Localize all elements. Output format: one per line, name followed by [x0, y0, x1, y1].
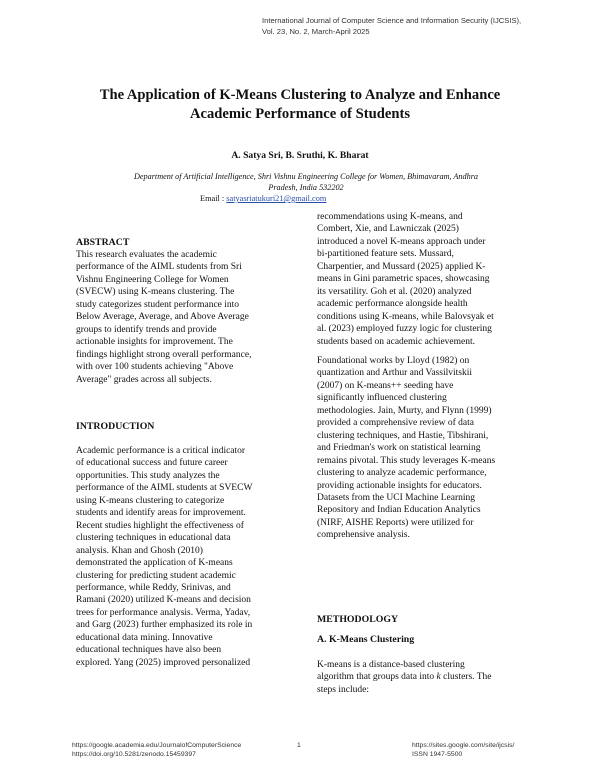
paragraph-1-line: students based on academic achievement. [317, 336, 476, 347]
journal-volume: Vol. 23, No. 2, March-April 2025 [262, 26, 370, 36]
author-list: A. Satya Sri, B. Sruthi, K. Bharat [231, 150, 369, 161]
abstract-line: (SVECW) using K-means clustering. The [76, 287, 235, 298]
email-link[interactable]: satyasriatukuri21@gmail.com [226, 194, 327, 203]
introduction-line: Academic performance is a critical indicator [76, 446, 246, 456]
page-number: 1 [297, 742, 301, 749]
paragraph-2-line: significantly influenced clustering [317, 393, 447, 404]
email-line [200, 194, 520, 203]
kmeans-variable-k: k [436, 672, 441, 683]
introduction-body [76, 445, 286, 669]
footer-doi-link[interactable]: https://doi.org/10.5281/zenodo.15459397 [72, 751, 196, 758]
paragraph-1-line: bi-partitioned feature sets. Mussard, [317, 249, 454, 260]
footer-issn: ISSN 1947-5500 [412, 751, 463, 758]
introduction-line: and Garg (2023) further emphasized its role in [76, 620, 253, 631]
paragraph-2-line: Repository and Indian Education Analytics [317, 505, 481, 516]
introduction-line: analysis. Khan and Ghosh (2010) [76, 545, 203, 556]
paragraph-2-line: comprehensive analysis. [317, 530, 410, 541]
paragraph-2-line: quantization and Arthur and Vassilvitskii [317, 368, 472, 379]
abstract-line: findings highlight strong overall performance, [76, 349, 252, 360]
introduction-line: students and identify areas for improvement. [76, 508, 246, 519]
paragraph-1-line: means in Gini parametric spaces, showcasing [317, 274, 490, 285]
kmeans-line-3: steps include: [317, 684, 369, 695]
paragraph-2-line: provided a comprehensive review of data [317, 418, 474, 429]
paragraph-2-line: Foundational works by Lloyd (1982) on [317, 356, 470, 366]
paragraph-1-line: introduced a novel K-means approach under [317, 236, 486, 247]
footer-academia-link[interactable]: https://google.academia.edu/JournalofComputerScience [72, 742, 242, 749]
introduction-line: Recent studies highlight the effectiveness of [76, 520, 244, 531]
journal-name: International Journal of Computer Science and Information Security (IJCSIS), [262, 16, 522, 25]
abstract-line: Below Average, Average, and Above Average [76, 312, 249, 323]
abstract-section [76, 237, 286, 386]
abstract-line: Average" grades across all subjects. [76, 374, 212, 385]
introduction-line: clustering techniques in educational data [76, 533, 231, 544]
introduction-line: educational techniques have also been [76, 645, 222, 656]
paragraph-2-line: (NIRF, AISHE Reports) were utilized for [317, 517, 474, 528]
paragraph-2-line: and Friedman's work on statistical learning [317, 443, 481, 454]
paragraph-2-line: (2007) on K-means++ seeding have [317, 380, 454, 391]
abstract-line: with over 100 students achieving "Above [76, 362, 234, 373]
literature-paragraph-1 [317, 211, 531, 348]
email-label: Email : [200, 194, 227, 203]
paragraph-2-line: clustering techniques, and Hastie, Tibshirani, [317, 430, 489, 441]
kmeans-paragraph [317, 659, 531, 696]
introduction-line: opportunities. This study analyzes the [76, 470, 220, 481]
abstract-line: groups to identify trends and provide [76, 324, 217, 335]
abstract-body [76, 249, 286, 386]
paragraph-2-line: Datasets from the UCI Machine Learning [317, 492, 476, 503]
affiliation [128, 171, 484, 193]
journal-header [262, 16, 582, 37]
paragraph-2-line: providing actionable insights for educators. [317, 480, 482, 491]
introduction-line: explored. Yang (2025) improved personalized [76, 657, 251, 668]
paragraph-2-line: remains pivotal. This study leverages K-means [317, 455, 496, 466]
paragraph-1-line: its versatility. Goh et al. (2020) analyzed [317, 286, 472, 297]
kmeans-line-2 [317, 671, 531, 683]
introduction-line: educational data mining. Innovative [76, 632, 213, 643]
paragraph-2-body [317, 355, 531, 542]
introduction-line: performance, while Reddy, Srinivas, and [76, 582, 231, 593]
kmeans-subheading: A. K-Means Clustering [317, 634, 415, 645]
kmeans-line-1: K-means is a distance-based clustering [317, 660, 465, 670]
paragraph-1-line: recommendations using K-means, and [317, 212, 463, 222]
abstract-heading: ABSTRACT [76, 237, 130, 248]
abstract-line: performance of the AIML students from Sri [76, 262, 242, 273]
affiliation-line-1: Department of Artificial Intelligence, Shri Vishnu Engineering College for Women, Bhimavaram, Andhra [134, 172, 478, 181]
methodology-heading: METHODOLOGY [317, 614, 399, 625]
introduction-line: clustering for predicting student academic [76, 570, 236, 581]
introduction-line: Ramani (2020) utilized K-means and decision [76, 595, 251, 606]
abstract-line: study categorizes student performance into [76, 299, 240, 310]
kmeans-line-2-end: clusters. The [440, 672, 492, 683]
abstract-line: This research evaluates the academic [76, 250, 217, 260]
paragraph-1-line: Charpentier, and Mussard (2025) applied K- [317, 261, 486, 272]
abstract-line: Vishnu Engineering College for Women [76, 274, 229, 285]
kmeans-line-2-text: algorithm that groups data into [317, 672, 437, 683]
introduction-line: of educational success and future career [76, 458, 228, 469]
introduction-line: demonstrated the application of K-means [76, 558, 233, 569]
introduction-line: performance of the AIML students at SVECW [76, 483, 253, 494]
paragraph-1-line: al. (2023) employed fuzzy logic for clustering [317, 324, 492, 335]
paragraph-2-line: clustering to analyze academic performance, [317, 468, 487, 479]
paper-title [60, 86, 540, 123]
introduction-heading: INTRODUCTION [76, 421, 155, 432]
paragraph-1-line: academic performance alongside health [317, 299, 468, 310]
introduction-line: trees for performance analysis. Verma, Yadav, [76, 607, 251, 618]
footer-site-link[interactable]: https://sites.google.com/site/ijcsis/ [412, 742, 515, 749]
title-line-2: Academic Performance of Students [189, 105, 411, 122]
abstract-line: actionable insights for improvement. The [76, 337, 233, 348]
affiliation-line-2: Pradesh, India 532202 [268, 183, 344, 192]
paragraph-1-body [317, 211, 531, 348]
paragraph-1-line: conditions using K-means, while Balovsyak et [317, 311, 494, 322]
paragraph-1-line: Combert, Xie, and Lawniczak (2025) [317, 224, 459, 235]
footer-left [72, 741, 241, 759]
literature-paragraph-2 [317, 355, 531, 542]
introduction-line: using K-means clustering to categorize [76, 495, 225, 506]
title-line-1: The Application of K-Means Clustering to Analyze and Enhance [99, 87, 501, 103]
footer-right [412, 741, 514, 759]
paragraph-2-line: methodologies. Jain, Murty, and Flynn (1999) [317, 405, 492, 416]
introduction-section [76, 421, 286, 669]
